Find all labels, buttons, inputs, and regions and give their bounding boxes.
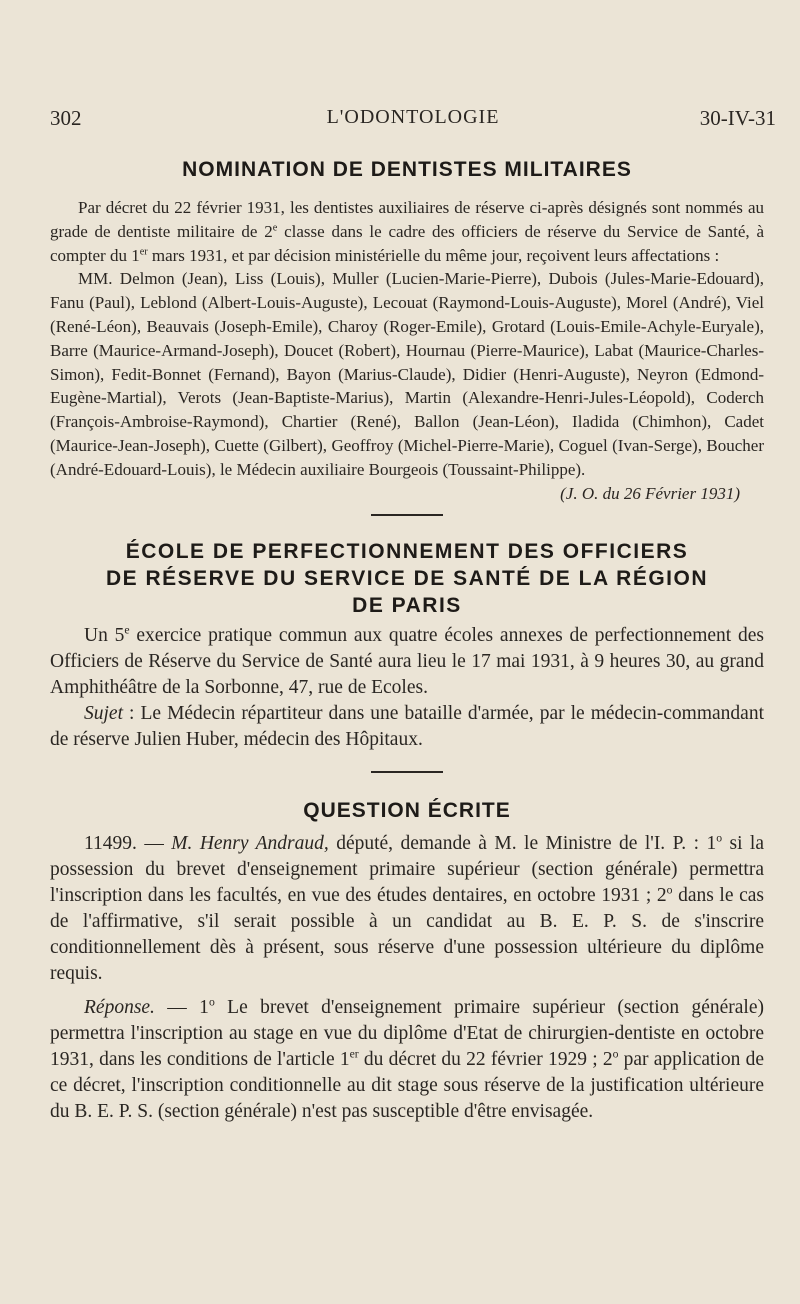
section-divider <box>371 771 443 773</box>
response-label: Réponse. <box>84 996 155 1018</box>
section-ecole <box>50 538 764 753</box>
paragraph: Un 5e exercice pratique commun aux quatre écoles annexes de perfectionnement des Officiers de Réserve du Service de Santé aura lieu le 17 mai 1931, à 9 heures 30, au grand Amphithéâtre de la Sorbonne, 47, rue de Ecoles. <box>50 623 764 698</box>
section-title-line1: ÉCOLE DE PERFECTIONNEMENT DES OFFICIERS <box>125 539 689 563</box>
section-title-line2: DE RÉSERVE DU SERVICE DE SANTÉ DE LA RÉGION <box>105 566 709 590</box>
paragraph-names: MM. Delmon (Jean), Liss (Louis), Muller (Lucien-Marie-Pierre), Dubois (Jules-Marie-Edouard), Fanu (Paul), Leblond (Albert-Louis-Auguste), Lecouat (Raymond-Louis-Auguste), Morel (André), Viel (René-Léon), Beauvais (Joseph-Emile), Charoy (Roger-Emile), Grotard (Louis-Emile-Achyle-Euryale), Barre (Maurice-Armand-Joseph), Doucet (Robert), Hournau (Pierre-Maurice), Labat (Maurice-Charles-Simon), Fedit-Bonnet (Fernand), Bayon (Marius-Claude), Didier (Henri-Auguste), Neyron (Edmond-Eugène-Martial), Verots (Jean-Baptiste-Marius), Martin (Alexandre-Henri-Jules-Léopold), Coderch (François-Ambroise-Raymond), Chartier (René), Ballon (Jean-Léon), Iladida (Chimhon), Cadet (Maurice-Jean-Joseph), Cuette (Gilbert), Geoffroy (Michel-Pierre-Marie), Coguel (Ivan-Serge), Boucher (André-Edouard-Louis), le Médecin auxiliaire Bourgeois (Toussaint-Philippe). <box>50 269 764 479</box>
issue-date: 30-IV-31 <box>699 106 776 130</box>
journal-title: L'ODONTOLOGIE <box>326 106 500 128</box>
subject-label: Sujet <box>84 702 123 724</box>
citation: (J. O. du 26 Février 1931) <box>560 483 740 503</box>
paragraph: Sujet : Le Médecin répartiteur dans une bataille d'armée, par le médecin-commandant de réserve Julien Huber, médecin des Hôpitaux. <box>50 702 764 750</box>
paragraph: Par décret du 22 février 1931, les dentistes auxiliaires de réserve ci-après désignés sont nommés au grade de dentiste militaire de 2e classe dans le cadre des officiers de réserve du Service de Santé, à compter du 1er mars 1931, et par décision ministérielle du même jour, reçoivent leurs affectations : <box>50 198 765 265</box>
paragraph-question: 11499. — M. Henry Andraud, député, demande à M. le Ministre de l'I. P. : 1$^o$ si la possession du brevet d'enseignement primaire supérieur (section générale) permettra l'inscription dans les facultés, en vue des études dentaires, en octobre 1931 ; 2$^o$ dans le cas de l'affirmative, s'il serait possible à un candidat au B. E. P. S. de s'inscrire conditionnellement dès à présent, sous réserve d'une possession ultérieure du diplôme requis. <box>50 831 765 984</box>
paragraph-response: Réponse. — 1$^o$ Le brevet d'enseignement primaire supérieur (section générale) permettra l'inscription au stage en vue du diplôme d'Etat de chirurgien-dentiste en octobre 1931, dans les conditions de l'article 1er du décret du 22 février 1929 ; 2$^o$ par application de ce décret, l'inscription conditionnelle au dit stage sous réserve de la justification ultérieure du B. E. P. S. (section générale) n'est pas susceptible d'être envisagée. <box>50 995 765 1122</box>
section-question <box>50 799 764 1125</box>
section-divider <box>371 514 443 516</box>
running-header <box>50 106 776 134</box>
page-number: 302 <box>50 106 82 130</box>
section-nomination <box>50 158 764 506</box>
section-title: NOMINATION DE DENTISTES MILITAIRES <box>182 158 632 181</box>
section-title-line3: DE PARIS <box>352 593 462 617</box>
section-title: QUESTION ÉCRITE <box>303 798 511 822</box>
page-content <box>50 158 764 1125</box>
